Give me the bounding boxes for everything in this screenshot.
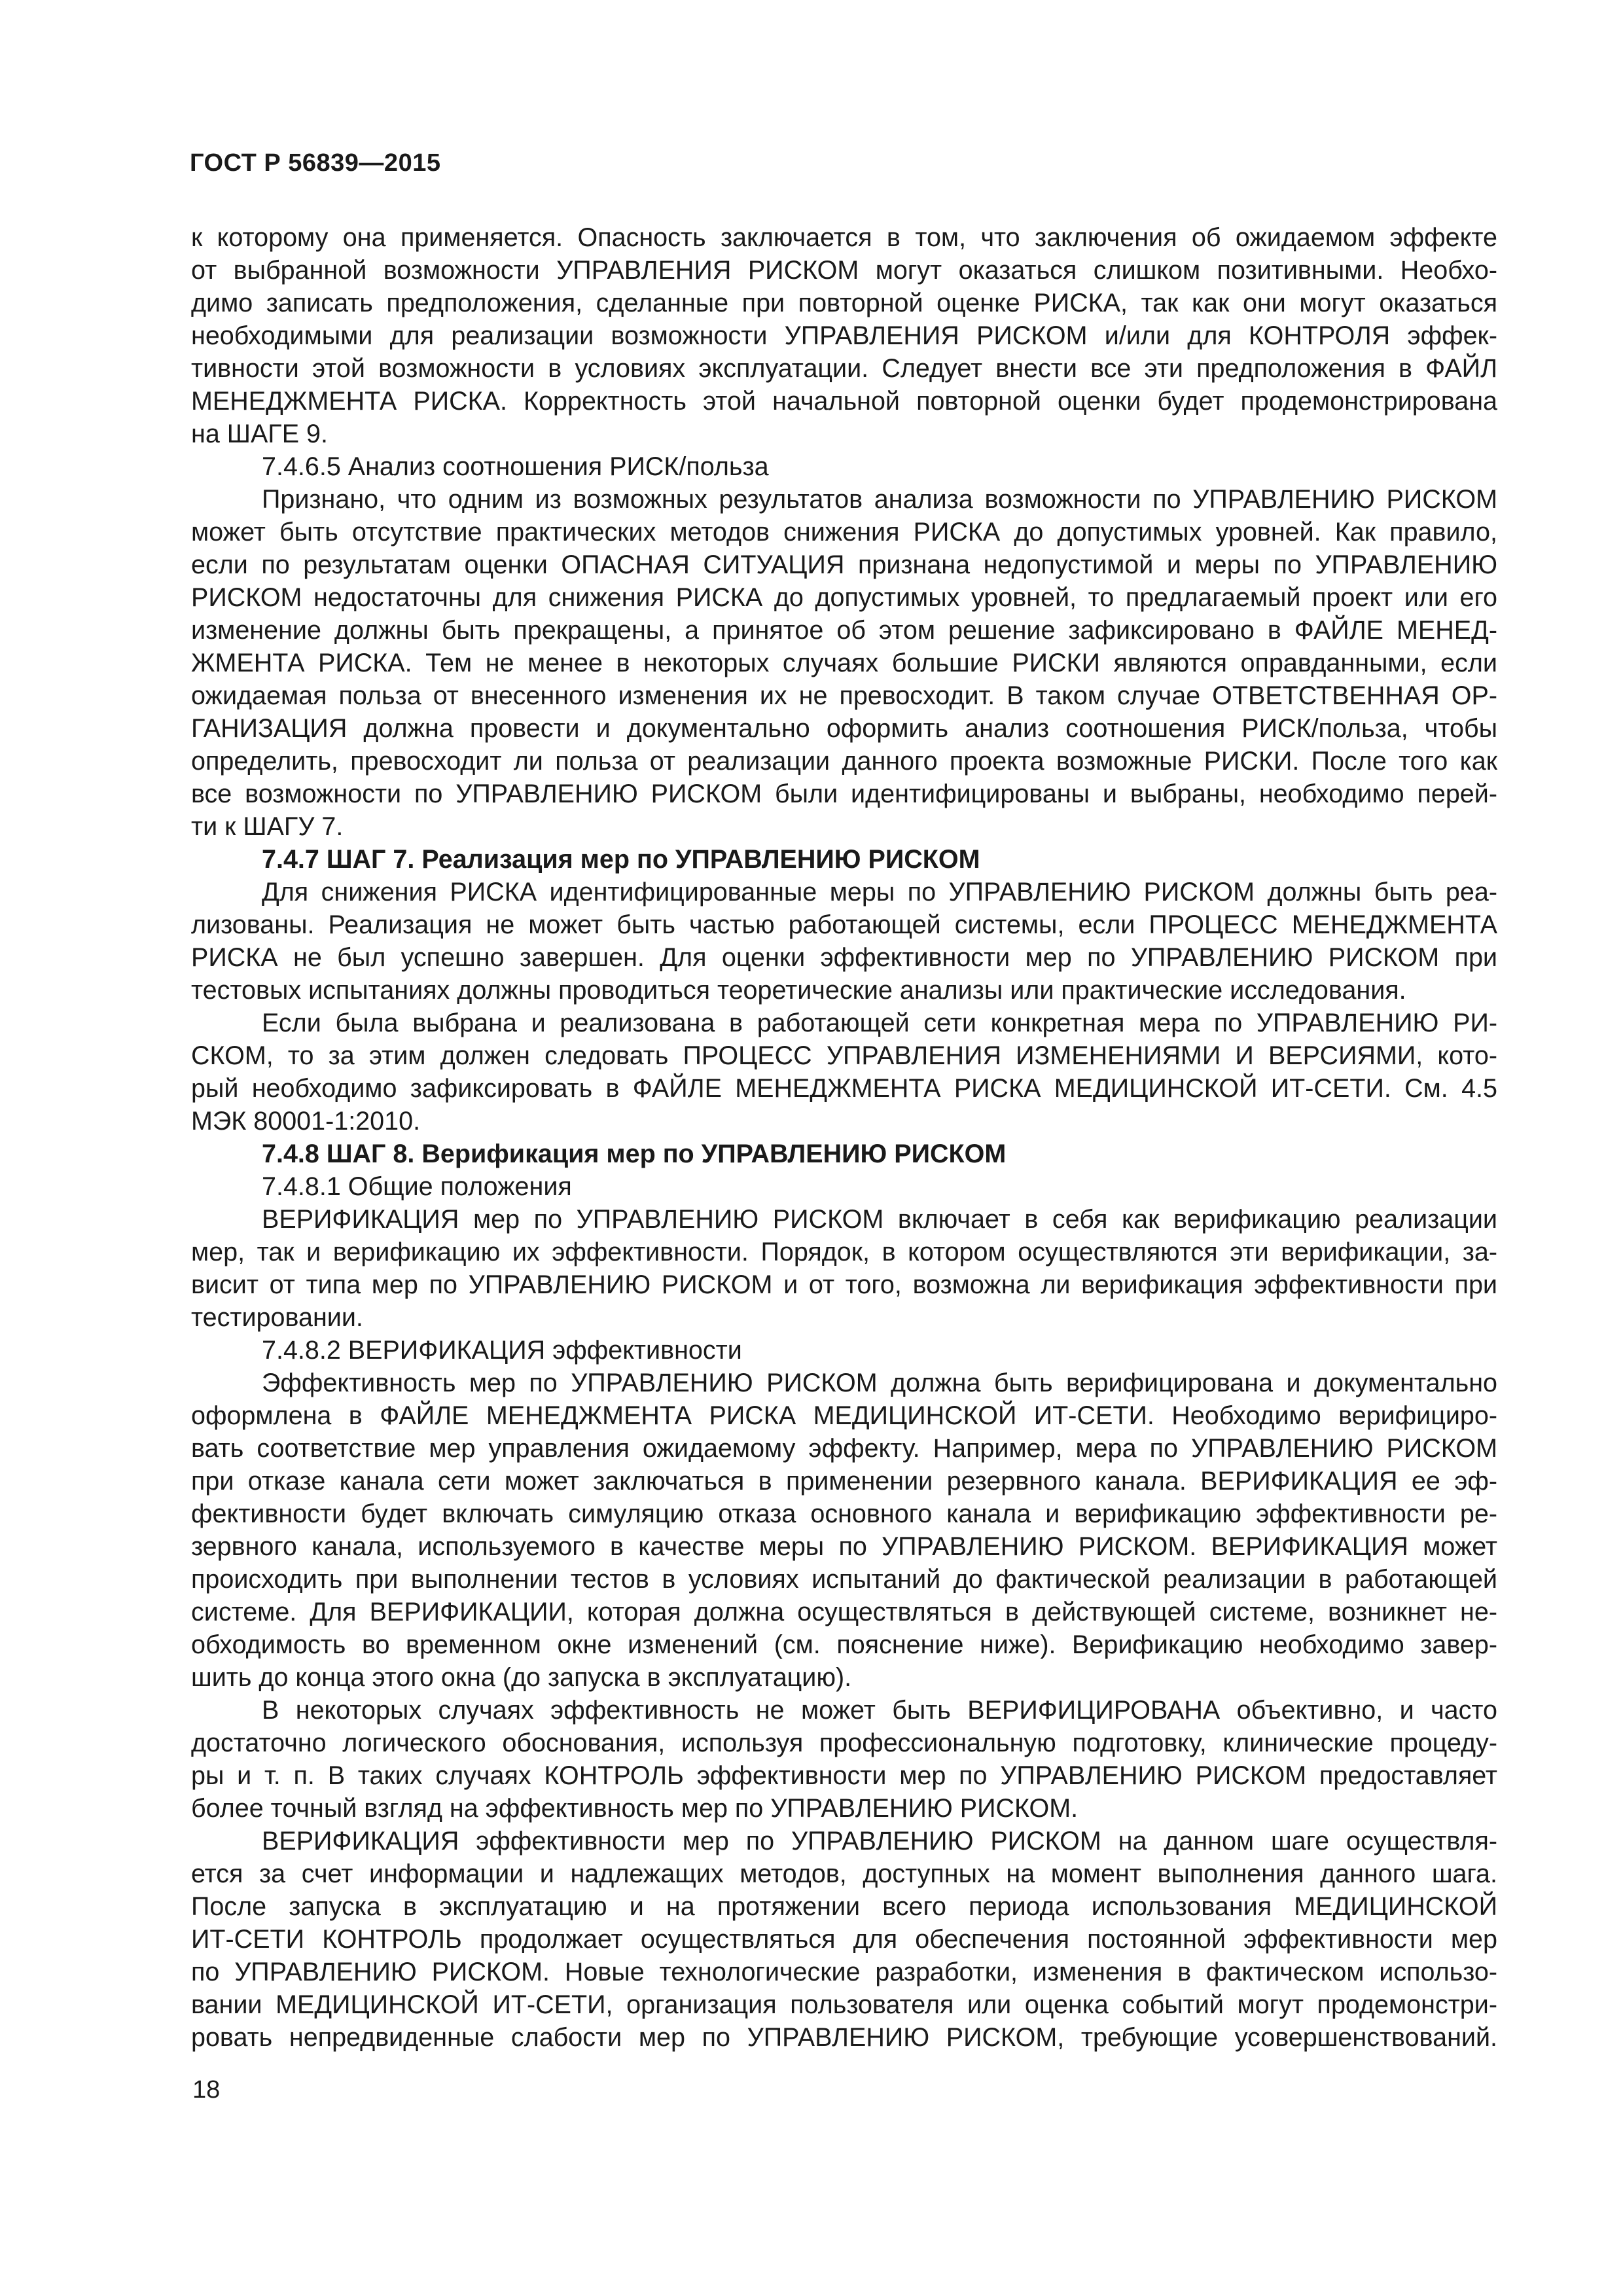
section-heading-line: 7.4.8 ШАГ 8. Верификация мер по УПРАВЛЕНИЮ РИСКОМ [262,1139,1007,1168]
text-line: вать соответствие мер управления ожидаемому эффекту. Например, мера по УПРАВЛЕНИЮ РИСКОМ [191,1434,1497,1463]
text-line: После запуска в эксплуатацию и на протяжении всего периода использования МЕДИЦИНСКОЙ [191,1892,1497,1921]
text-line: вании МЕДИЦИНСКОЙ ИТ-СЕТИ, организация пользователя или оценка событий могут продемонстри- [191,1990,1497,2019]
text-line: фективности будет включать симуляцию отказа основного канала и верификацию эффективности ре- [191,1499,1497,1528]
text-line: ется за счет информации и надлежащих методов, доступных на момент выполнения данного шага. [191,1859,1497,1888]
text-line: МЭК 80001-1:2010. [191,1107,421,1136]
text-line: к которому она применяется. Опасность заключается в том, что заключения об ожидаемом эффекте [191,223,1497,252]
text-line: определить, превосходит ли польза от реализации данного проекта возможные РИСКИ. После того как [191,747,1497,776]
text-line: может быть отсутствие практических методов снижения РИСКА до допустимых уровней. Как правило, [191,518,1497,547]
text-line: тестовых испытаниях должны проводиться теоретические анализы или практические исследования. [191,976,1406,1005]
text-line: обходимость во временном окне изменений (см. пояснение ниже). Верификацию необходимо завер- [191,1630,1497,1659]
text-line: все возможности по УПРАВЛЕНИЮ РИСКОМ были идентифицированы и выбраны, необходимо перей- [191,780,1497,808]
text-line: лизованы. Реализация не может быть частью работающей системы, если ПРОЦЕСС МЕНЕДЖМЕНТА [191,910,1497,939]
text-line: ВЕРИФИКАЦИЯ мер по УПРАВЛЕНИЮ РИСКОМ включает в себя как верификацию реализации [262,1205,1497,1234]
text-line: рый необходимо зафиксировать в ФАЙЛЕ МЕНЕДЖМЕНТА РИСКА МЕДИЦИНСКОЙ ИТ-СЕТИ. См. 4.5 [191,1074,1497,1103]
text-line: ровать непредвиденные слабости мер по УПРАВЛЕНИЮ РИСКОМ, требующие усовершенствований. [191,2023,1497,2052]
text-line: если по результатам оценки ОПАСНАЯ СИТУАЦИЯ признана недопустимой и меры по УПРАВЛЕНИЮ [191,550,1497,579]
text-line: по УПРАВЛЕНИЮ РИСКОМ. Новые технологические разработки, изменения в фактическом использо- [191,1958,1497,1986]
text-line: 7.4.6.5 Анализ соотношения РИСК/польза [262,452,769,481]
text-line: происходить при выполнении тестов в условиях испытаний до фактической реализации в работающей [191,1565,1497,1594]
text-line: МЕНЕДЖМЕНТА РИСКА. Корректность этой начальной повторной оценки будет продемонстрирована [191,387,1497,416]
text-line: более точный взгляд на эффективность мер по УПРАВЛЕНИЮ РИСКОМ. [191,1794,1079,1823]
text-line: шить до конца этого окна (до запуска в эксплуатацию). [191,1663,852,1692]
text-line: ти к ШАГУ 7. [191,812,344,841]
text-line: системе. Для ВЕРИФИКАЦИИ, которая должна осуществляться в действующей системе, возникнет не- [191,1598,1497,1626]
text-line: ожидаемая польза от внесенного изменения их не превосходит. В таком случае ОТВЕТСТВЕННАЯ ОР- [191,681,1497,710]
page-number: 18 [192,2076,221,2104]
text-line: ИТ-СЕТИ КОНТРОЛЬ продолжает осуществляться для обеспечения постоянной эффективности мер [191,1925,1497,1954]
text-line: РИСКА не был успешно завершен. Для оценки эффективности мер по УПРАВЛЕНИЮ РИСКОМ при [191,943,1497,972]
text-line: ВЕРИФИКАЦИЯ эффективности мер по УПРАВЛЕНИЮ РИСКОМ на данном шаге осуществля- [262,1827,1497,1856]
section-heading-line: 7.4.7 ШАГ 7. Реализация мер по УПРАВЛЕНИЮ РИСКОМ [262,845,980,874]
text-line: 7.4.8.1 Общие положения [262,1172,572,1201]
text-line: СКОМ, то за этим должен следовать ПРОЦЕСС УПРАВЛЕНИЯ ИЗМЕНЕНИЯМИ И ВЕРСИЯМИ, кото- [191,1041,1497,1070]
text-line: Если была выбрана и реализована в работающей сети конкретная мера по УПРАВЛЕНИЮ РИ- [262,1009,1497,1037]
text-line: достаточно логического обоснования, используя профессиональную подготовку, клинические процеду- [191,1729,1497,1757]
text-line: ЖМЕНТА РИСКА. Тем не менее в некоторых случаях большие РИСКИ являются оправданными, если [191,649,1497,677]
text-line: от выбранной возможности УПРАВЛЕНИЯ РИСКОМ могут оказаться слишком позитивными. Необхо- [191,256,1497,285]
text-line: изменение должны быть прекращены, а принятое об этом решение зафиксировано в ФАЙЛЕ МЕНЕД- [191,616,1497,645]
text-line: тивности этой возможности в условиях эксплуатации. Следует внести все эти предположения в ФАЙЛ [191,354,1497,383]
text-line: В некоторых случаях эффективность не может быть ВЕРИФИЦИРОВАНА объективно, и часто [262,1696,1497,1725]
text-line: зервного канала, используемого в качестве меры по УПРАВЛЕНИЮ РИСКОМ. ВЕРИФИКАЦИЯ может [191,1532,1497,1561]
text-line: РИСКОМ недостаточны для снижения РИСКА до допустимых уровней, то предлагаемый проект или его [191,583,1497,612]
standard-header: ГОСТ Р 56839—2015 [190,149,441,177]
text-line: оформлена в ФАЙЛЕ МЕНЕДЖМЕНТА РИСКА МЕДИЦИНСКОЙ ИТ-СЕТИ. Необходимо верифициро- [191,1401,1497,1430]
text-line: необходимыми для реализации возможности УПРАВЛЕНИЯ РИСКОМ и/или для КОНТРОЛЯ эффек- [191,321,1497,350]
text-line: Признано, что одним из возможных результатов анализа возможности по УПРАВЛЕНИЮ РИСКОМ [262,485,1497,514]
text-line: на ШАГЕ 9. [191,420,328,448]
text-line: Эффективность мер по УПРАВЛЕНИЮ РИСКОМ должна быть верифицирована и документально [262,1369,1497,1397]
text-line: тестировании. [191,1303,363,1332]
body-text [191,221,1497,2054]
text-line: ры и т. п. В таких случаях КОНТРОЛЬ эффективности мер по УПРАВЛЕНИЮ РИСКОМ предоставляет [191,1761,1497,1790]
text-line: висит от типа мер по УПРАВЛЕНИЮ РИСКОМ и от того, возможна ли верификация эффективности при [191,1270,1497,1299]
text-line: димо записать предположения, сделанные при повторной оценке РИСКА, так как они могут оказаться [191,289,1497,317]
text-line: ГАНИЗАЦИЯ должна провести и документально оформить анализ соотношения РИСК/польза, чтобы [191,714,1497,743]
text-line: при отказе канала сети может заключаться в применении резервного канала. ВЕРИФИКАЦИЯ ее эф- [191,1467,1497,1496]
text-line: мер, так и верификацию их эффективности. Порядок, в котором осуществляются эти верификации, за- [191,1238,1497,1266]
text-line: 7.4.8.2 ВЕРИФИКАЦИЯ эффективности [262,1336,742,1365]
text-line: Для снижения РИСКА идентифицированные меры по УПРАВЛЕНИЮ РИСКОМ должны быть реа- [262,878,1497,906]
